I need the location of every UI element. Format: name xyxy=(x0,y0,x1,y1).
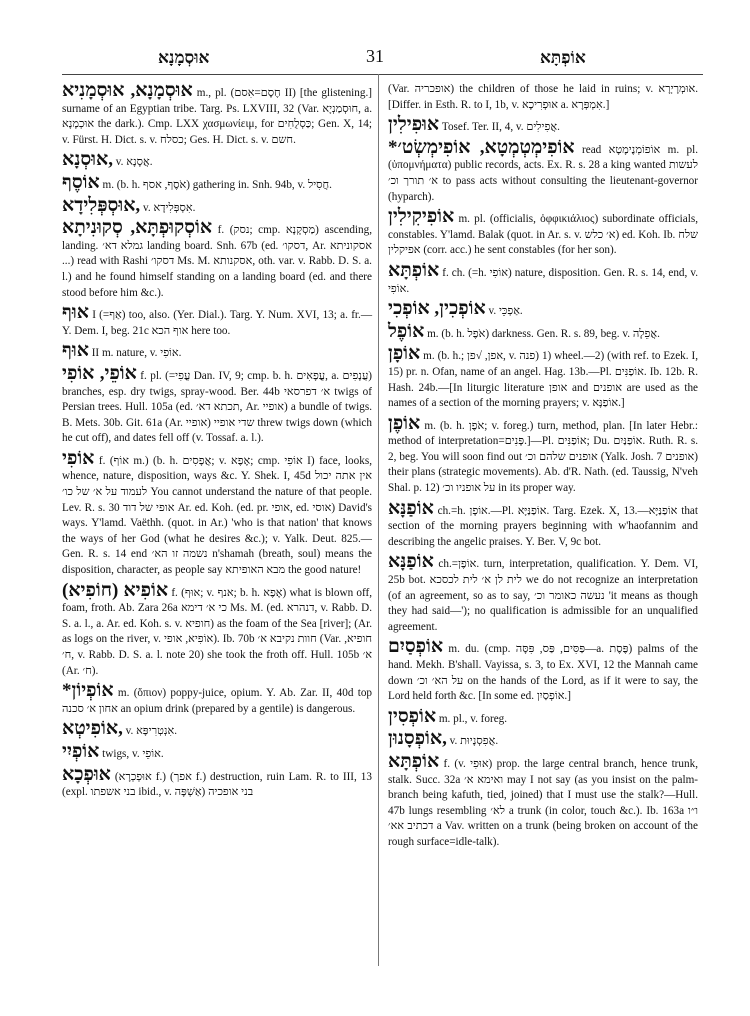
entry-headword: אוֹפֶן xyxy=(388,412,421,434)
entry-headword: אוֹפְכִין, אוֹפְכִי xyxy=(388,298,486,320)
entry-definition: f. (נסק; cmp. מַסְקָנָא) ascending, landing. גמלא דא׳ landing board. Snh. 67b (ed. דסקו׳, Ar. אסקוניתא ...) read with Rashi דסקו׳ Ms. M. אסקנותא, oth. var. v. Rabb. D. S. a. l.) and he found himself standing on a landing board (ed. and there stood before him &c.). xyxy=(62,224,373,299)
left-running-head: אוּסְמָנָא xyxy=(158,48,210,67)
entry-headword: אוֹפְסָנוּן, xyxy=(388,728,447,750)
page-header xyxy=(0,44,750,72)
entry-definition: f. ch. (=h. אוֹפִי) nature, disposition. Gen. R. s. 14, end, v. אוֹפִי. xyxy=(388,266,699,295)
entry-headword: אוֹסְקוּפְתָּא, סְקוּנִיתָא xyxy=(62,217,213,239)
dictionary-entry xyxy=(62,362,373,447)
entry-headword: אוֹסֶף xyxy=(62,171,100,193)
dictionary-entry xyxy=(388,345,698,411)
entry-definition: f. (v. אוּפִי) prop. the large central branch, hence trunk, stalk. Succ. 32a ואימא א׳ may I not say (as you insist on the palm-branch being kafuth, tied, joined) that I must use the stalk?—Hull. 47b lungs resembling לא׳ a trunk (in color, touch &c.). Ib. 163a ו״ו דכתיב אא׳ a Vav. written on a trunk (being broken on account of the rough surface=idle-talk). xyxy=(388,757,698,848)
entry-definition: (Var. אופכריה) the children of those he laid in ruins; v. אוּמְרָיְרָא. [Differ. in Esth. R. to I, 1b, v. אוּפְרִיכָא a. אִמְפְּרָא.] xyxy=(388,83,699,111)
dictionary-entry xyxy=(388,638,698,704)
dictionary-entry xyxy=(388,259,699,297)
entry-definition: I (=אַף) too, also. (Yer. Dial.). Targ. Y. Num. XVI, 13; a. fr.—Y. Dem. I, beg. 21c אוף הכא here too. xyxy=(62,309,373,337)
dictionary-entry xyxy=(388,320,698,343)
entry-definition: ch.=אוֹפֶן. turn, interpretation, qualification. Y. Dem. VI, 25b bot. לית לן א׳ לית לכסכא we do not recognize an interpretation (of an agreement, so as to say, נעשה כאומר וכ׳ 'it means as though they had said—'); no qualification is admissible for an unqualified agreement. xyxy=(388,558,698,633)
entry-definition: read אוֹפוֹמְנֶימָטָא m. pl. (ὑπομνήματα) public records, acts. Ex. R. s. 28 a king wanted לעשות א׳ תורך וכ׳ to pass acts without consulting the lieutenant-governor (hyparch). xyxy=(388,143,699,203)
dictionary-entry xyxy=(388,82,698,113)
entry-definition: f. (אוֹף m.) (b. h. אֲפָסִים; v. אֶפֶא; cmp. אוֹפִי I) face, looks, whence, nature, disposition, ways &c. Y. Shek. I, 45d אין אתה יכול לעמוד על א׳ של כו׳ You cannot understand the nature of that people. Lev. R. s. 30 אופי של דוד Ar. ed. Koh. (ed. pr. אופי, ed. אוסי) David's ways. Y'lamd. Vaëthh. (quot. in Ar.) 'who is that nation' that knows the ways of her God (what he desires &c.); v. Yalk. Deut. 825.—Gen. R. s. 14 end נשמה זו הא׳ n'shamah (breath, soul) means the disposition, character, as people say מבא האופיתא the good nature! xyxy=(62,454,373,577)
entry-headword: אוֹפֵי, אוֹפִי xyxy=(62,362,137,384)
dictionary-entry xyxy=(62,579,373,680)
entry-definition: m. (ὄπιον) poppy-juice, opium. Y. Ab. Zar. II, 40d top אחון א׳ סכנה an opium drink (prepared by a gentile) is dangerous. xyxy=(62,687,373,715)
entry-definition: v. אֲפִסְנָיוּת. xyxy=(449,735,499,748)
entry-definition: v. אֲסָנָא. xyxy=(115,156,153,169)
entry-headword: אוֹפְיִי xyxy=(62,740,100,762)
entry-definition: v. אִסְפְּלִידָא. xyxy=(142,201,196,214)
entry-headword: אוֹפְסַיִם xyxy=(388,636,444,658)
right-running-head: אוֹפְתָּא xyxy=(540,48,586,67)
entry-definition: m. (b. h. אֹפֶן; v. foreg.) turn, method, plan. [In later Hebr.: method of interpretation=פָּנִים.]—Pl. אוֹפַנִּים; Du. אוֹפַנַּיִם. Ruth. R. s. 2, beg. You will soon find out אופנים שלהם וכ׳ (Yalk. Josh. 7 אופנים) their plans (strategic movements). Ab. d'R. Nath. (ed. Taussig, N'veh Shal. p. 12) על אופניו וכ׳ in its proper way. xyxy=(388,419,699,495)
dictionary-entry xyxy=(388,300,698,320)
entry-headword: אוּסְמָנָא, אוּסְמָנִיא xyxy=(62,80,193,101)
entry-headword: אוּסְפְּלִידָא, xyxy=(62,194,141,216)
dictionary-entry xyxy=(62,720,372,740)
dictionary-entry xyxy=(62,740,372,763)
entry-definition: m., pl. (חֶסֶם=אִסם II) [the glistening.] surname of an Egyptian tribe. Targ. Ps. LXVIII, 32 (Var. חוּסְמַנְיָא, a. אוּכְמָנָא the dark.). Cmp. LXX χασμωνίειμ, for כַּסְלֻחִים; Gen. X, 14; v. Fürst. H. Dict. s. v. כסלח; Ges. H. Dict. s. v. חשם. xyxy=(62,87,373,146)
entry-definition: m. pl. (officialis, ὀφφικιάλιος) subordinate officials, constables. Y'lamd. Balak (quot. in Ar. s. v. א׳ כלש) ed. Koh. Ib. שלח אפיקלין (corr. acc.) he sent constables (for her son). xyxy=(388,213,699,257)
dictionary-entry xyxy=(62,219,372,301)
entry-definition: m. (b. h.; אפן, √פן, v. פנה) 1) wheel.—2) (with ref. to Ezek. I, 15) pr. n. Ofan, name of an angel. Hag. 13b.—Pl. אוֹפַנִּים. Ib. 12b. R. Hash. 24b.—[In liturgic literature אופן and אופנים are used as the names of a section of the morning prayers; v. אוֹפַנָּא.] xyxy=(388,350,699,410)
entry-headword: אוֹפִיטְא, xyxy=(62,718,123,740)
dictionary-entry xyxy=(62,304,372,339)
entry-headword: אוּף xyxy=(62,302,89,324)
dictionary-entry xyxy=(388,705,698,728)
entry-headword: אוּסְנָא, xyxy=(62,149,113,171)
entry-headword: *אוֹפִימְטְמְטָא, אוֹפִימְשְׂט׳ xyxy=(388,136,575,158)
entry-definition: m. du. (cmp. פַּסִּים, פַּס, פִּסָּה—a. פֶּסֶת) palms of the hand. Mekh. B'shall. Vayissa, s. 3, to Ex. XVI, 12 the Mannah came down על הא׳ וכ׳ on the hands of the Lord, as if it were to say, the Lord held forth &c. [In some ed. אוֹפְסַיִן.] xyxy=(388,643,698,703)
entry-headword: אוֹפִי xyxy=(62,447,95,469)
entry-headword: אוֹפִיא (חוֹפִיא) xyxy=(62,579,169,601)
entry-definition: (אוּפְכְרָא f.) (אפך f.) destruction, ruin Lam. R. to III, 13 (expl. בני אשפתו ibid., v. אַשְׁפָּה) בני אופכיה xyxy=(62,770,372,799)
entry-headword: אוּף xyxy=(62,340,89,362)
entry-headword: אוֹפַנָּא xyxy=(388,497,434,519)
dictionary-entry xyxy=(388,553,698,635)
header-rule xyxy=(62,74,703,75)
dictionary-entry xyxy=(62,447,373,579)
dictionary-entry xyxy=(388,750,698,851)
dictionary-entry xyxy=(62,82,372,148)
entry-headword: אוּפְכָא xyxy=(62,763,111,785)
entry-definition: m. (b. h. אֹסֶף, אסף) gathering in. Snh. 94b, v. חֲסִיל. xyxy=(102,178,332,191)
entry-definition: f. (אוּף; v. אנף; b. h. אֶפֶא) what is blown off, foam, froth. Ab. Zara 26a כי א׳ דימא Ms. M. (ed. דנהרא, v. Rabb. D. S. a. l., a. Ar. ed. Koh. s. v. חופיא) as the foam of the Sea [river]; (Ar. as logs on the river, v. אוֹפִיא, אופי). Ib. 70b חוות נקיבא א׳ (Var. חופיא, ח׳, v. Rabb. D. S. a. l. note 20) she took the froth off. Hull. 105b א׳ (Ar. ח׳). xyxy=(62,586,373,677)
entry-definition: v. אַפְכֵּי. xyxy=(488,305,523,318)
left-column xyxy=(62,82,372,804)
dictionary-entry xyxy=(388,412,699,497)
dictionary-entry xyxy=(388,208,698,259)
entry-definition: f. pl. (=עֳפִי Dan. IV, 9; cmp. b. h. עֳפָאִים, a. עֲנָפִים) branches, esp. dry twigs, spray-wood. Ber. 44b א׳ דפרסאי twigs of Persian trees. Hull. 105a (ed. תכתא דא׳, Ar. אופיי) a bundle of twigs. B. Mets. 30b. Git. 61a (Ar. אופיי) שדי אופיי threw twigs down (which he cut off), and dates fell off (v. Tossaf. a. l.). xyxy=(62,369,373,445)
entry-headword: אוֹפֶל xyxy=(388,320,425,342)
dictionary-entry xyxy=(388,730,698,750)
entry-headword: אוּפִילִין xyxy=(388,114,440,136)
dictionary-entry xyxy=(62,151,372,171)
dictionary-entry xyxy=(388,136,699,205)
entry-definition: Tosef. Ter. II, 4, v. אֲפִילִים. xyxy=(441,121,560,134)
entry-headword: אוֹפְתָּא xyxy=(388,259,440,281)
entry-headword: *אוֹפְיוֹן xyxy=(62,680,114,702)
dictionary-entry xyxy=(62,342,372,362)
entry-headword: אוֹפָן xyxy=(388,343,421,365)
dictionary-entry xyxy=(62,171,372,194)
page-number: 31 xyxy=(366,46,384,66)
dictionary-entry xyxy=(62,682,372,717)
dictionary-entry xyxy=(62,763,372,801)
column-divider xyxy=(378,74,379,966)
entry-definition: ch.=h. אוֹפָן.—Pl. אוֹפַנַּיָּא. Targ. Ezek. X, 13.—אוֹפַנַּיָּא that section of the morning prayers beginning with w'haofannim and describing the angelic praises. Y. Ber. V, 9c bot. xyxy=(388,504,699,548)
entry-definition: twigs, v. אוֹפֵי. xyxy=(102,747,164,760)
dictionary-entry xyxy=(388,116,698,136)
entry-headword: אוֹפְתָּא xyxy=(388,750,440,772)
entry-definition: m. (b. h. אֹפֶל) darkness. Gen. R. s. 89, beg. v. אֲפֵלָה. xyxy=(427,327,660,340)
entry-headword: אוֹפַנָּא xyxy=(388,551,434,573)
dictionary-entry xyxy=(62,194,372,217)
entry-definition: m. pl., v. foreg. xyxy=(438,712,508,725)
entry-headword: אוֹפִיקִילִין xyxy=(388,206,455,228)
entry-definition: II m. nature, v. אוֹפִי. xyxy=(91,347,182,360)
entry-definition: v. אִנְטְרִיפָּא. xyxy=(125,725,177,738)
dictionary-entry xyxy=(388,497,699,551)
entry-headword: אוֹפְסִין xyxy=(388,705,437,727)
right-column xyxy=(388,82,698,854)
